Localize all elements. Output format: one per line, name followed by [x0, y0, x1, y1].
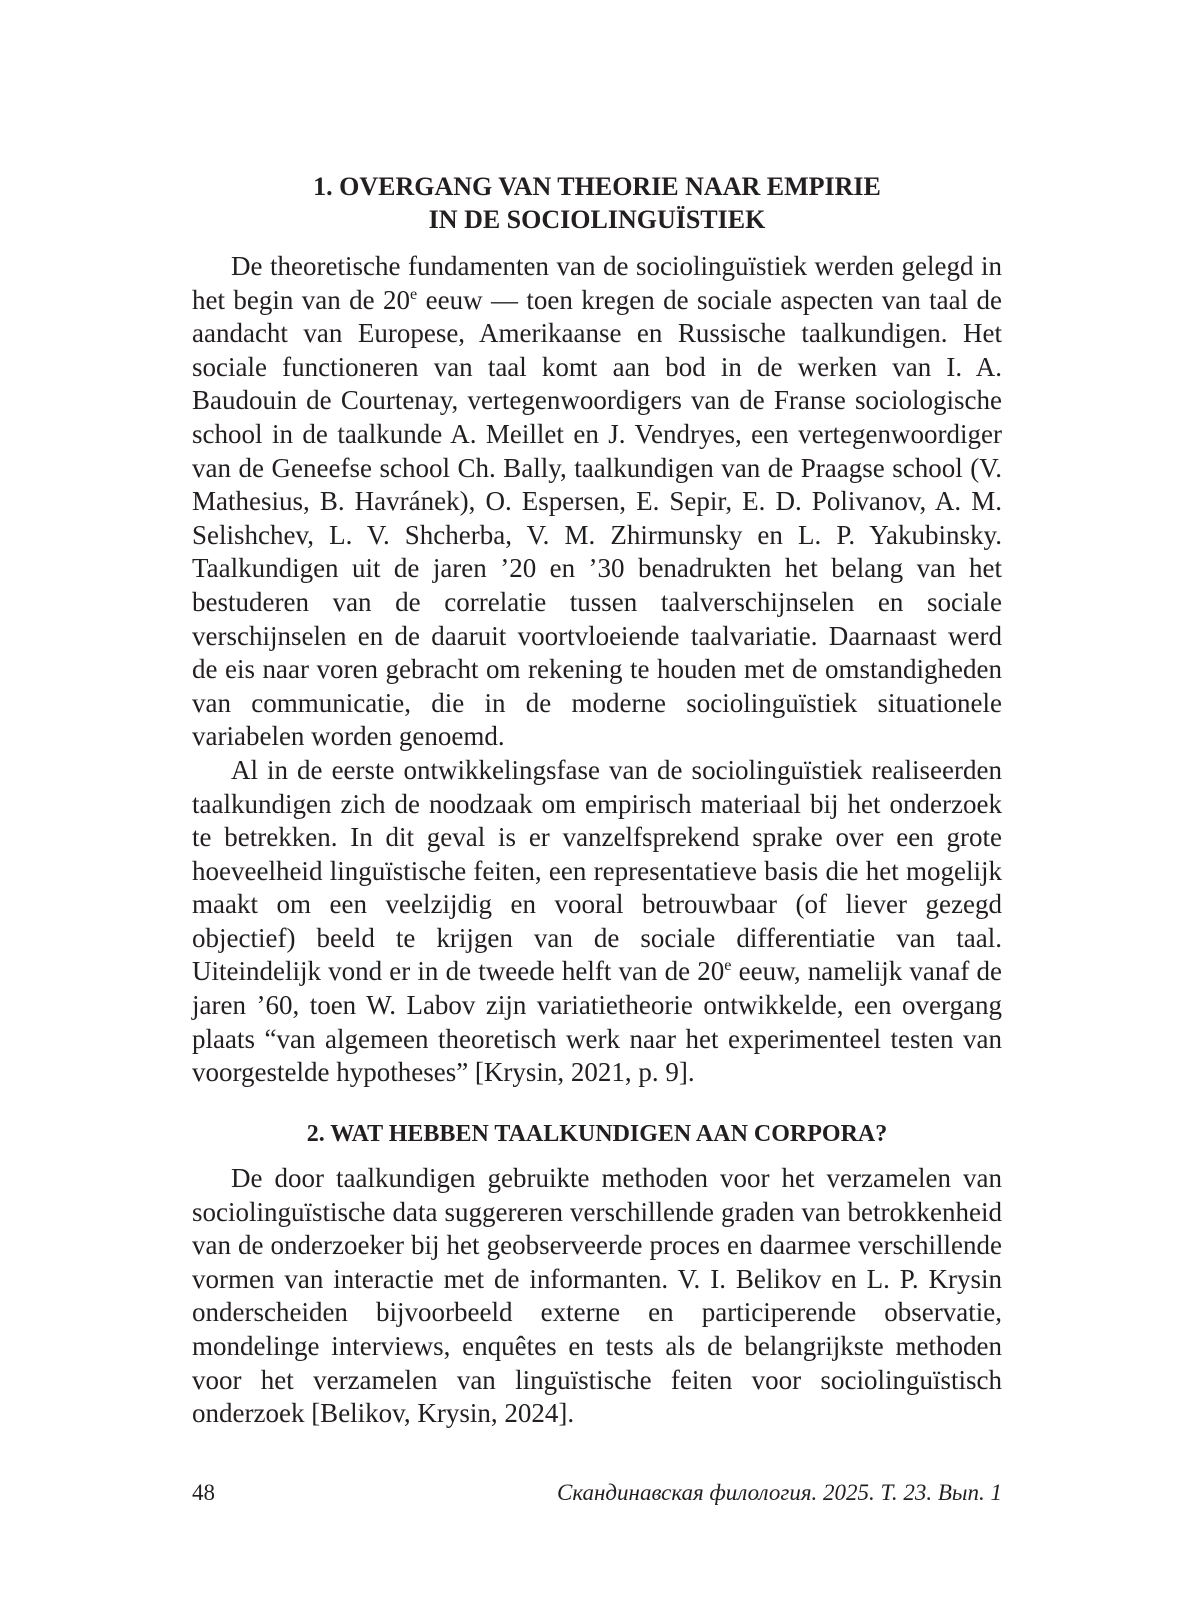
section-1-paragraph-1 [192, 250, 1002, 754]
document-page [192, 0, 1002, 1613]
page-number: 48 [192, 1480, 215, 1505]
superscript: e [410, 284, 418, 303]
section-2-heading: 2. WAT HEBBEN TAALKUNDIGEN AAN CORPORA? [306, 1121, 888, 1147]
section-2-body [192, 1162, 1002, 1431]
paragraph-text: Al in de eerste ontwikkelingsfase van de sociolinguïstiek realiseerden taalkundigen zich de noodzaak om empirisch materiaal bij het onderzoek te betrekken. In dit geval is er vanzelfsprekend sprake over een grote hoeveelheid linguïstische feiten, een representatieve basis die het mogelijk maakt om een veelzijdig en vooral betrouwbaar (of liever gezegd objectief) beeld te krijgen van de sociale differentiatie van taal. Uiteindelijk vond er in de tweede helft van de 20 [192, 754, 1002, 987]
section-2-paragraph-1: De door taalkundigen gebruikte methoden voor het verzamelen van sociolinguïstische data suggereren verschillende graden van betrokkenheid van de onderzoeker bij het geobserveerde proces en daarmee verschillende vormen van interactie met de informanten. V. I. Belikov en L. P. Krysin onderscheiden bijvoorbeeld externe en participerende observatie, mondelinge interviews, enquêtes en tests als de belangrijkste methoden voor het verzamelen van linguïstische feiten voor sociolinguïstisch onderzoek [Belikov, Krysin, 2024]. [192, 1163, 1002, 1429]
paragraph-text: eeuw — toen kregen de sociale aspecten van taal de aandacht van Europese, Amerikaanse en Russische taalkundigen. Het sociale functioneren van taal komt aan bod in de werken van I. A. Baudouin de Courtenay, vertegenwoordigers van de Franse sociologische school in de taalkunde A. Meillet en J. Vendryes, een vertegenwoordiger van de Geneefse school Ch. Bally, taalkundigen van de Praagse school (V. Mathesius, B. Havránek), O. Espersen, E. Sepir, E. D. Polivanov, A. M. Selishchev, L. V. Shcherba, V. M. Zhirmunsky en L. P. Yakubinsky. Taalkundigen uit de jaren ’20 en ’30 benadrukten het belang van het bestuderen van de correlatie tussen taalverschijnselen en sociale verschijnselen en de daaruit voortvloeiende taalvariatie. Daarnaast werd de eis naar voren gebracht om rekening te houden met de omstandigheden van communicatie, die in de moderne sociolinguïstiek situationele variabelen worden genoemd. [192, 284, 1002, 752]
section-1-heading-line-2: IN DE SOCIOLINGUÏSTIEK [428, 205, 766, 234]
section-1-paragraph-2 [192, 754, 1002, 1090]
section-1-heading-line-1: 1. OVERGANG VAN THEORIE NAAR EMPIRIE [313, 172, 881, 201]
section-1-body [192, 250, 1002, 1090]
superscript: e [724, 956, 732, 975]
paragraph-text: De theoretische fundamenten van de sociolinguïstiek werden gelegd in het begin van de 20 [192, 251, 1002, 315]
section-1-heading [192, 170, 1002, 236]
paragraph-text: eeuw, namelijk vanaf de jaren ’60, toen W. Labov zijn variatietheorie ontwikkelde, een overgang plaats “van algemeen theoretisch werk naar het experimenteel testen van voorgestelde hypotheses” [Krysin, 2021, p. 9]. [192, 956, 1002, 1088]
journal-running-title: Скандинавская филология. 2025. Т. 23. Вып. 1 [556, 1480, 1002, 1505]
page-footer [192, 1476, 1002, 1510]
